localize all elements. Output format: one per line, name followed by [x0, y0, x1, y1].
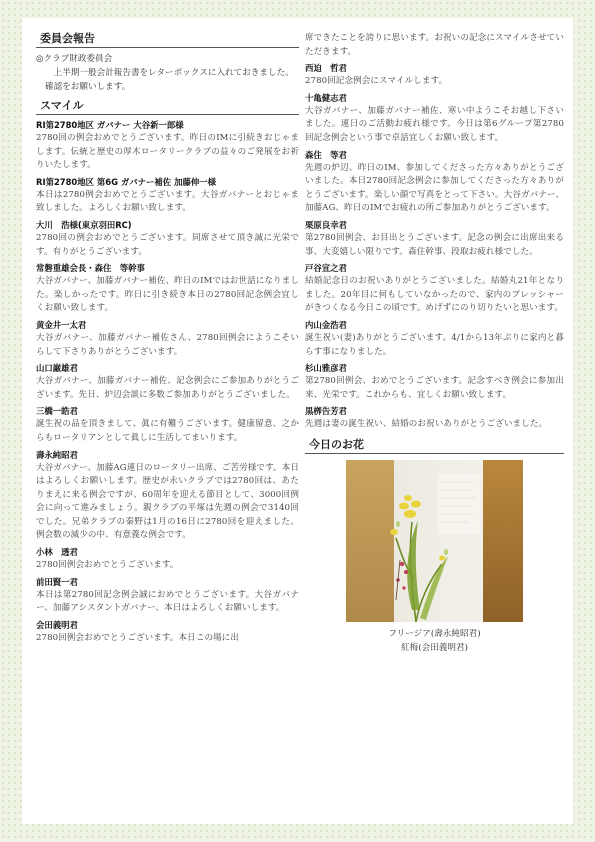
- smile-entry: [36, 362, 299, 402]
- entry-continuation-text: 席できたことを誇りに思います。お祝いの記念にスマイルさせていただきます。: [305, 33, 564, 57]
- entry-name: 十亀健志君: [305, 92, 347, 103]
- smile-entry: [305, 405, 564, 432]
- left-column: [36, 30, 299, 645]
- smile-entry: [305, 149, 564, 216]
- entry-name: 戸谷宣之君: [305, 263, 347, 274]
- entry-name: 大川 浩様(東京羽田RC): [36, 219, 132, 230]
- committee-item-title: ◎クラブ財政委員会: [36, 54, 113, 64]
- right-column: [305, 32, 564, 655]
- smile-entry: [36, 319, 299, 359]
- entry-name: 栗原良幸君: [305, 219, 347, 230]
- committee-item-body: 上半期一般会計報告書をレターボックスに入れておきました。確認をお願いします。: [45, 68, 294, 92]
- entry-name: 森住 等君: [305, 149, 347, 160]
- flower-photo: [346, 460, 523, 622]
- entry-text: 誕生祝い(妻)ありがとうございます。4/1から13年ぶりに家内と暮らす事になりました。: [305, 332, 564, 357]
- entry-text: 大谷ガバナー、加藤ガバナー補佐、寒い中ようこそお越し下さいました。連日のご活動お疲れ様です。今日は第6グループ第2780回記念例会という事で卓話宜しくお願い致します。: [305, 105, 564, 143]
- committee-report-heading: 委員会報告: [36, 30, 299, 48]
- smile-entry: [36, 405, 299, 445]
- smile-entry: [36, 219, 299, 259]
- smile-entry: [36, 619, 299, 646]
- smile-entry: [36, 119, 299, 173]
- entry-name: 会田義明君: [36, 619, 78, 630]
- entry-text: 大谷ガバナー、加藤ガバナー補佐、昨日のIMではお世話になりました。楽しかったです。昨日に引き続き本日の2780回記念例会宜しくお願い致します。: [36, 276, 299, 314]
- entry-name: 黒栁告芳君: [305, 406, 347, 417]
- entry-text: 2780回例会おめでとうございます。本日この場に出: [36, 632, 240, 643]
- smile-entry: [305, 62, 564, 89]
- entry-text: 先週の炉辺、昨日のIM、参加してくださった方々ありがとうございました。本日2780回記念例会に参加してくださった方々ありがとうございます。楽しい顔で写真をとって下さい。大谷ガバナー、加藤AG、昨日のIMでお疲れの所ご参加ありがとうございます。: [305, 162, 564, 214]
- entry-text: 本日は第2780回記念例会誠におめでとうございます。大谷ガバナー、加藤アシスタントガバナー、本日はよろしくお願いします。: [36, 589, 299, 614]
- flower-caption-1: フリージア(壽永純昭君): [388, 628, 481, 639]
- entry-name: 杉山雅彦君: [305, 363, 347, 374]
- entry-name: 常磐重雄会長・森住 等幹事: [36, 263, 145, 274]
- entry-text: 結婚記念日のお祝いありがとうございました。結婚丸21年となりました。20年目に何もしていなかったので、家内のプレッシャーがきつくなる今日この頃です。めげずにのり切りたいと思います。: [305, 276, 564, 314]
- entry-name: RI第2780地区 ガバナー 大谷新一郎様: [36, 120, 184, 130]
- entry-text: 2780回記念例会にスマイルします。: [305, 76, 448, 87]
- entry-name: 壽永純昭君: [36, 449, 78, 460]
- smile-heading: スマイル: [36, 97, 299, 115]
- smile-entry: [36, 176, 299, 216]
- entry-text: 本日は2780例会おめでとうございます。大谷ガバナーとおじゃま致しました。よろしくお願い致します。: [36, 189, 299, 214]
- entry-text: 大谷ガバナー、加藤ガバナー補佐、記念例会にご参加ありがとうございます。先日、炉辺会談に多数ご参加ありがとうございました。: [36, 376, 299, 400]
- entry-text: 大谷ガバナー、加藤ガバナー補佐さん、2780回例会にようこそいらして下さりありがとうございます。: [36, 332, 299, 357]
- entry-name: 三橋一皓君: [36, 406, 78, 417]
- entry-name: 小林 透君: [36, 547, 78, 558]
- smile-entry: [305, 319, 564, 359]
- smile-entry: [305, 92, 564, 146]
- entry-text: 第2780回例会、お目出とうございます。記念の例会に出席出来る事、大変嬉しい限りです。森住幹事、段取お疲れ様でした。: [305, 232, 564, 257]
- smile-entry: [305, 219, 564, 259]
- entry-name: RI第2780地区 第6G ガバナー補佐 加藤伸一様: [36, 176, 216, 187]
- flower-caption-2: 紅梅(会田義明君): [401, 642, 468, 653]
- entry-text: 先週は妻の誕生祝い、結婚のお祝いありがとうございました。: [305, 419, 548, 430]
- entry-name: 山口巌雄君: [36, 363, 78, 374]
- entry-name: 前田賢一君: [36, 576, 78, 587]
- todays-flowers-heading: 今日のお花: [305, 436, 564, 454]
- entry-text: 第2780回例会、おめでとうございます。記念すべき例会に参加出来、光栄です。これからも、宜しくお願い致します。: [305, 376, 564, 400]
- entry-name: 西迫 哲君: [305, 63, 347, 74]
- entry-text: 大谷ガバナー、加藤AG連日のロータリー出席、ご苦労様です。本日はよろしくお願いします。歴史が永いクラブでは2780回は、あたりまえに来る例会ですが、60周年を迎える節目として、3000回例会に向って進みましょう。親クラブの平塚は先週の例会で3140回でした。兄弟クラブの秦野は1月の16日に2780回を迎えました。例会数の減少の中、有意義な例会です。: [36, 462, 299, 541]
- smile-entry: [36, 449, 299, 544]
- entry-name: 内山金浩君: [305, 319, 347, 330]
- smile-entry: [36, 576, 299, 616]
- smile-entry: [36, 546, 299, 573]
- smile-entry: [305, 362, 564, 402]
- entry-text: 2780回の例会おめでとうございます。同席させて頂き誠に光栄です。有りがとうございます。: [36, 232, 299, 257]
- flower-illustration: [346, 460, 523, 622]
- smile-entry: [305, 262, 564, 316]
- entry-name: 黄金井一太君: [36, 319, 87, 330]
- smile-entry: [36, 262, 299, 316]
- entry-text: 誕生祝の品を頂きまして、眞に有難うございます。健康留意、之からもロータリアンとして眞しに生活してまいります。: [36, 419, 299, 443]
- entry-text: 2780回例会おめでとうございます。: [36, 560, 179, 571]
- entry-text: 2780回の例会おめでとうございます。昨日のIMに引続きおじゃまします。伝統と歴史の厚木ロータリークラブの益々のご発展をお祈りいたします。: [36, 133, 299, 171]
- newsletter-page: [22, 18, 573, 824]
